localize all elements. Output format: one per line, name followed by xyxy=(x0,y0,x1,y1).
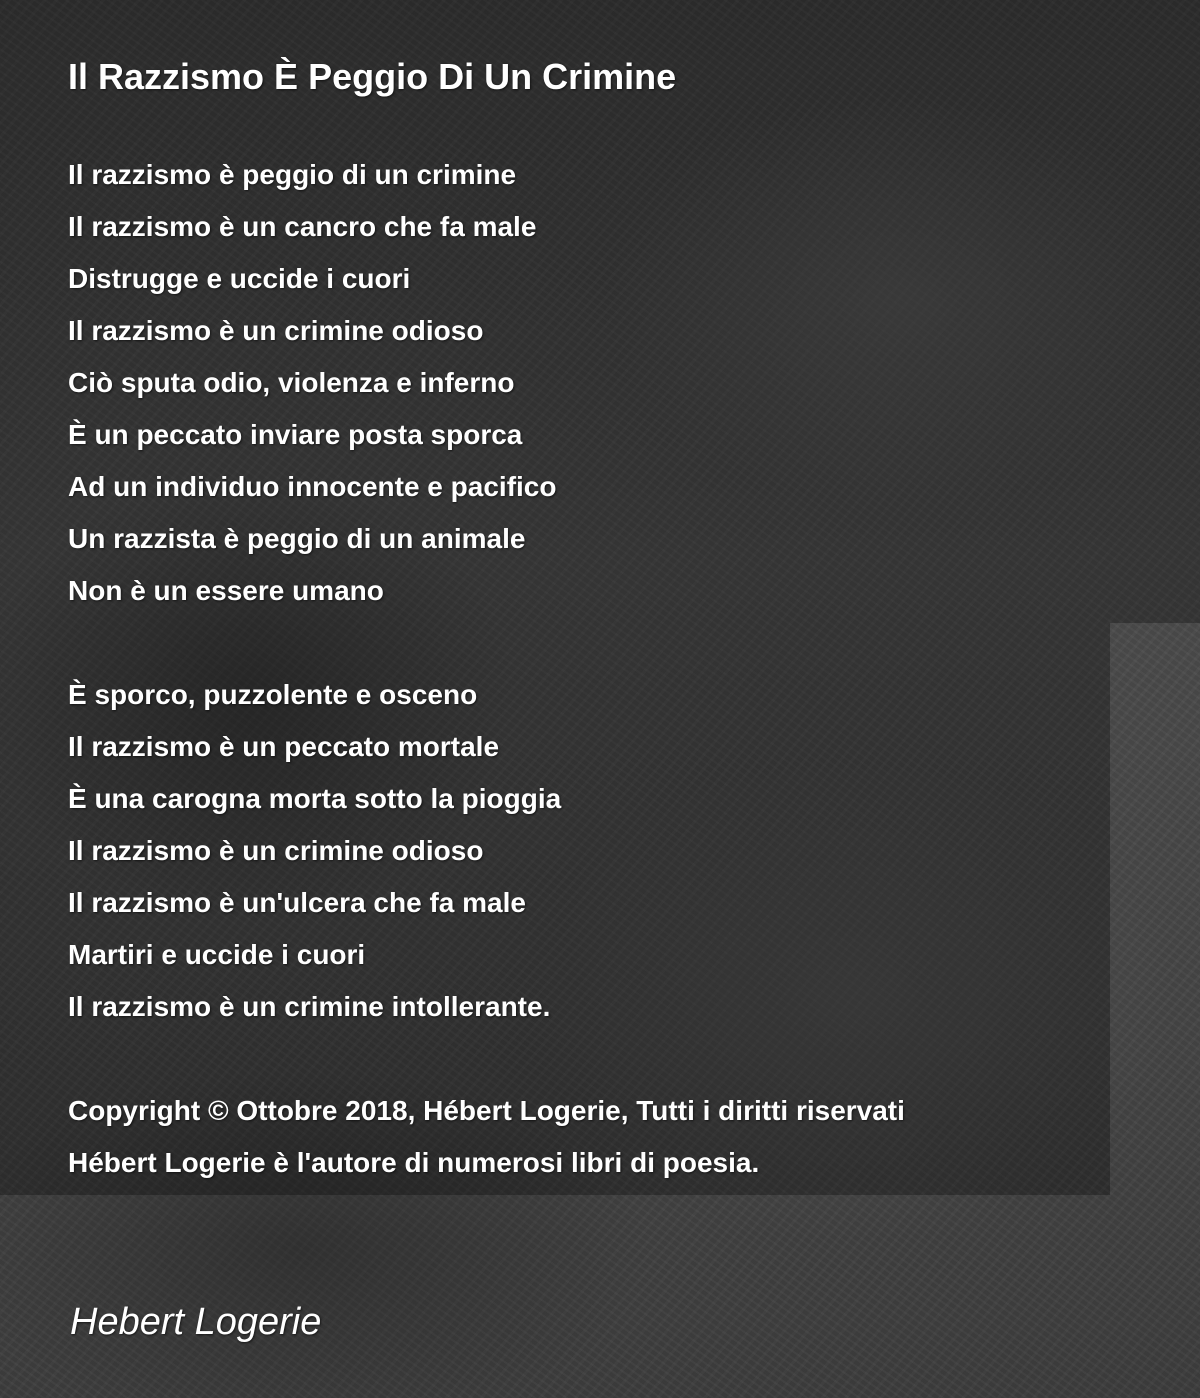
poem-line: È sporco, puzzolente e osceno xyxy=(68,679,478,710)
poem-line: Martiri e uccide i cuori xyxy=(68,939,366,970)
copyright-line: Copyright © Ottobre 2018, Hébert Logerie, Tutti i diritti riservati xyxy=(68,1095,905,1126)
poem-line: Il razzismo è un crimine odioso xyxy=(68,835,484,866)
stanza-break xyxy=(68,617,905,669)
poem-line: Il razzismo è un'ulcera che fa male xyxy=(68,887,526,918)
poem-body xyxy=(68,149,905,1189)
poem-line: È un peccato inviare posta sporca xyxy=(68,419,523,450)
poem-line: Il razzismo è un crimine odioso xyxy=(68,315,484,346)
poem-line: Il razzismo è peggio di un crimine xyxy=(68,159,517,190)
poem-line: Distrugge e uccide i cuori xyxy=(68,263,411,294)
poem-line: Il razzismo è un cancro che fa male xyxy=(68,211,537,242)
poem-line: Un razzista è peggio di un animale xyxy=(68,523,526,554)
poem-line: È una carogna morta sotto la pioggia xyxy=(68,783,562,814)
poem-line: Ad un individuo innocente e pacifico xyxy=(68,471,557,502)
poem-line: Ciò sputa odio, violenza e inferno xyxy=(68,367,515,398)
poem-title: Il Razzismo È Peggio Di Un Crimine xyxy=(68,56,677,97)
author-note-line: Hébert Logerie è l'autore di numerosi libri di poesia. xyxy=(68,1147,760,1178)
author-signature: Hebert Logerie xyxy=(70,1301,322,1343)
poem-line: Il razzismo è un peccato mortale xyxy=(68,731,500,762)
poem-line: Non è un essere umano xyxy=(68,575,384,606)
poem-line: Il razzismo è un crimine intollerante. xyxy=(68,991,551,1022)
stanza-break xyxy=(68,1033,905,1085)
